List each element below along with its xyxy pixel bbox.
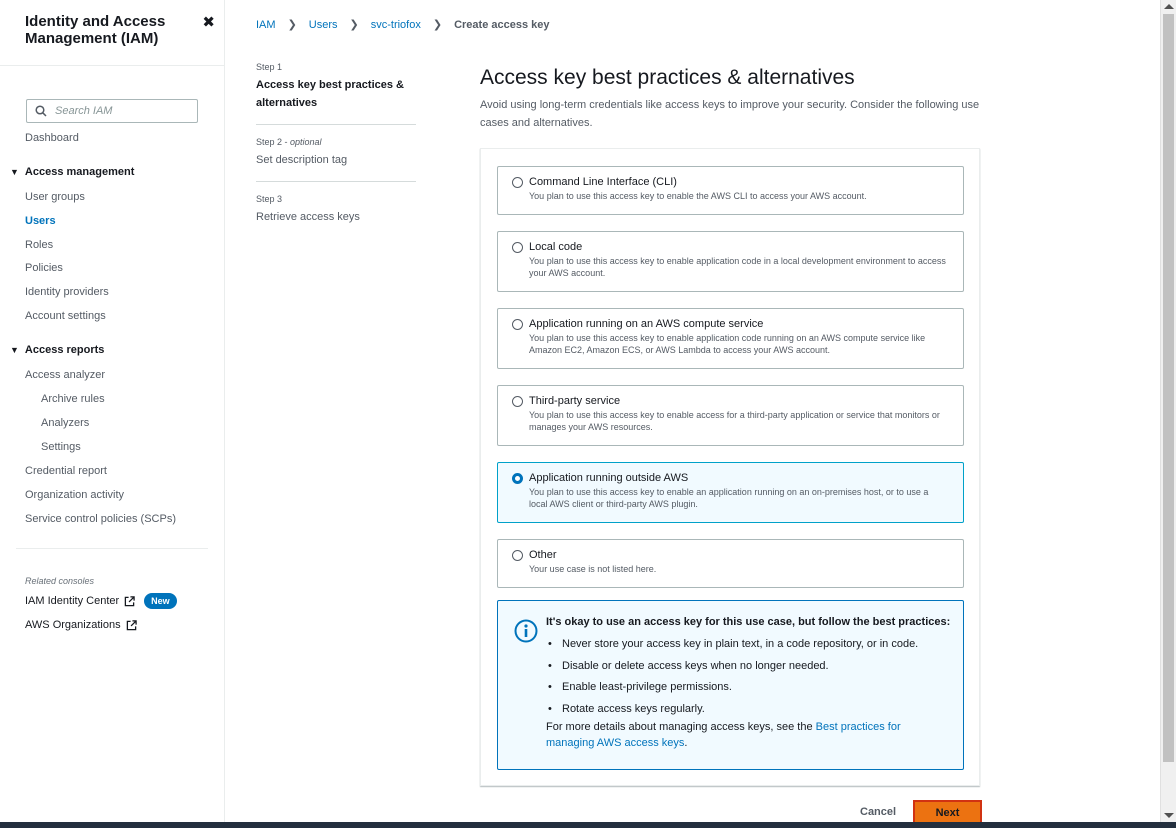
divider (0, 65, 224, 66)
nav-roles[interactable]: Roles (25, 239, 54, 251)
breadcrumb-users[interactable]: Users (308, 18, 338, 31)
caret-down-icon: ▼ (10, 345, 19, 355)
sidebar (0, 0, 225, 828)
nav-organization-activity[interactable]: Organization activity (25, 489, 125, 501)
step-optional: optional (290, 137, 322, 147)
option-label: Third-party service (529, 395, 621, 407)
chevron-right-icon: ❯ (287, 19, 297, 31)
option-label: Application running on an AWS compute service (529, 318, 764, 330)
new-badge: New (144, 593, 177, 609)
radio-button[interactable] (512, 319, 523, 330)
list-item: • Rotate access keys regularly. (546, 699, 918, 721)
nav-identity-providers[interactable]: Identity providers (25, 286, 109, 298)
option-description: You plan to use this access key to enable application code in a local development environment to access your AWS account. (529, 256, 946, 278)
option-local-code[interactable] (497, 231, 964, 292)
page-title: Access key best practices & alternatives (480, 66, 855, 89)
option-third-party[interactable] (497, 385, 964, 446)
step-3 (256, 194, 416, 238)
step-number: Step 3 (256, 194, 283, 204)
breadcrumb-user[interactable]: svc-triofox (370, 18, 421, 31)
step-1 (256, 62, 416, 125)
step-number: Step 1 (256, 62, 283, 72)
radio-button[interactable] (512, 550, 523, 561)
step-2 (256, 137, 416, 182)
chevron-right-icon: ❯ (432, 19, 443, 31)
option-description: You plan to use this access key to enable access for a third-party application or service that monitors or manages your AWS resources. (529, 410, 940, 432)
option-description: Your use case is not listed here. (529, 564, 657, 574)
option-description: You plan to use this access key to enable the AWS CLI to access your AWS account. (529, 191, 867, 201)
chevron-right-icon: ❯ (349, 19, 359, 31)
info-more-prefix: For more details about managing access keys, see the (546, 721, 816, 733)
bottom-bar (0, 822, 1176, 828)
nav-credential-report[interactable]: Credential report (25, 465, 107, 477)
option-aws-compute[interactable] (497, 308, 964, 369)
divider (16, 548, 208, 549)
step-number (256, 137, 416, 147)
step-number-text: Step 2 - (256, 137, 291, 147)
link-iam-identity-center[interactable] (25, 593, 177, 609)
nav-policies[interactable]: Policies (25, 262, 63, 274)
step-label: Set description tag (256, 154, 348, 166)
breadcrumb-current: Create access key (454, 18, 550, 31)
scroll-thumb[interactable] (1163, 14, 1174, 762)
sidebar-title: Identity and Access Management (IAM) (25, 13, 166, 47)
section-label: Access reports (24, 344, 105, 356)
link-label: IAM Identity Center (25, 595, 120, 607)
radio-button[interactable] (512, 177, 523, 188)
wizard-steps (256, 62, 416, 250)
scroll-down-icon[interactable] (1164, 813, 1174, 818)
option-label: Other (529, 549, 557, 561)
section-access-reports[interactable] (10, 344, 104, 356)
option-label: Local code (529, 241, 583, 253)
related-consoles-label: Related consoles (25, 576, 95, 586)
nav-access-analyzer[interactable]: Access analyzer (25, 369, 106, 381)
radio-button[interactable] (512, 242, 523, 253)
info-title: It's okay to use an access key for this use case, but follow the best practices: (546, 616, 951, 628)
nav-service-control-policies[interactable]: Service control policies (SCPs) (25, 513, 176, 525)
nav-analyzers[interactable]: Analyzers (41, 417, 90, 429)
external-link-icon (124, 596, 135, 607)
scrollbar[interactable] (1160, 0, 1176, 822)
list-item: • Enable least-privilege permissions. (546, 677, 918, 699)
close-icon[interactable]: ✖ (202, 14, 215, 31)
info-icon (514, 619, 538, 643)
search-box[interactable] (26, 99, 198, 123)
option-description: You plan to use this access key to enable an application running on an on-premises host, or to use a local AWS client or third-party AWS plugin. (529, 487, 929, 509)
nav-archive-rules[interactable]: Archive rules (41, 393, 105, 405)
scroll-up-icon[interactable] (1164, 4, 1174, 9)
best-practices-link[interactable]: Best practices for managing AWS access keys (546, 721, 901, 749)
cancel-button[interactable]: Cancel (852, 804, 904, 820)
breadcrumb (256, 18, 550, 31)
option-description: You plan to use this access key to enable application code running on an AWS compute service like Amazon EC2, Amazon ECS, or AWS Lambda to access your AWS account. (529, 333, 926, 355)
nav-users[interactable]: Users (25, 215, 56, 227)
next-button[interactable]: Next (913, 800, 982, 825)
sidebar-header (25, 13, 215, 47)
nav-account-settings[interactable]: Account settings (25, 310, 106, 322)
link-aws-organizations[interactable] (25, 619, 137, 631)
option-other[interactable] (497, 539, 964, 588)
step-label: Access key best practices & alternatives (256, 79, 404, 109)
section-label: Access management (24, 166, 135, 178)
search-input[interactable] (55, 105, 195, 117)
info-more-text (546, 719, 946, 751)
radio-button[interactable] (512, 396, 523, 407)
option-outside-aws[interactable] (497, 462, 964, 523)
page-description: Avoid using long-term credentials like access keys to improve your security. Consider the following use cases and alternatives. (480, 99, 980, 129)
nav-settings[interactable]: Settings (41, 441, 81, 453)
use-case-panel (480, 148, 980, 786)
list-item: • Never store your access key in plain text, in a code repository, or in code. (546, 634, 918, 656)
radio-button-selected[interactable] (512, 473, 523, 484)
nav-dashboard[interactable]: Dashboard (25, 132, 79, 144)
section-access-management[interactable] (10, 166, 134, 178)
info-alert (497, 600, 964, 770)
link-label: AWS Organizations (25, 619, 121, 631)
breadcrumb-iam[interactable]: IAM (256, 18, 276, 31)
option-cli[interactable] (497, 166, 964, 215)
list-item: • Disable or delete access keys when no longer needed. (546, 656, 918, 678)
step-label: Retrieve access keys (256, 211, 360, 223)
nav-user-groups[interactable]: User groups (25, 191, 85, 203)
caret-down-icon: ▼ (10, 167, 19, 177)
external-link-icon (126, 620, 137, 631)
info-more-suffix: . (684, 737, 688, 749)
option-label: Command Line Interface (CLI) (529, 176, 677, 188)
search-icon (35, 105, 47, 117)
best-practices-list (546, 634, 918, 720)
option-label: Application running outside AWS (529, 472, 689, 484)
